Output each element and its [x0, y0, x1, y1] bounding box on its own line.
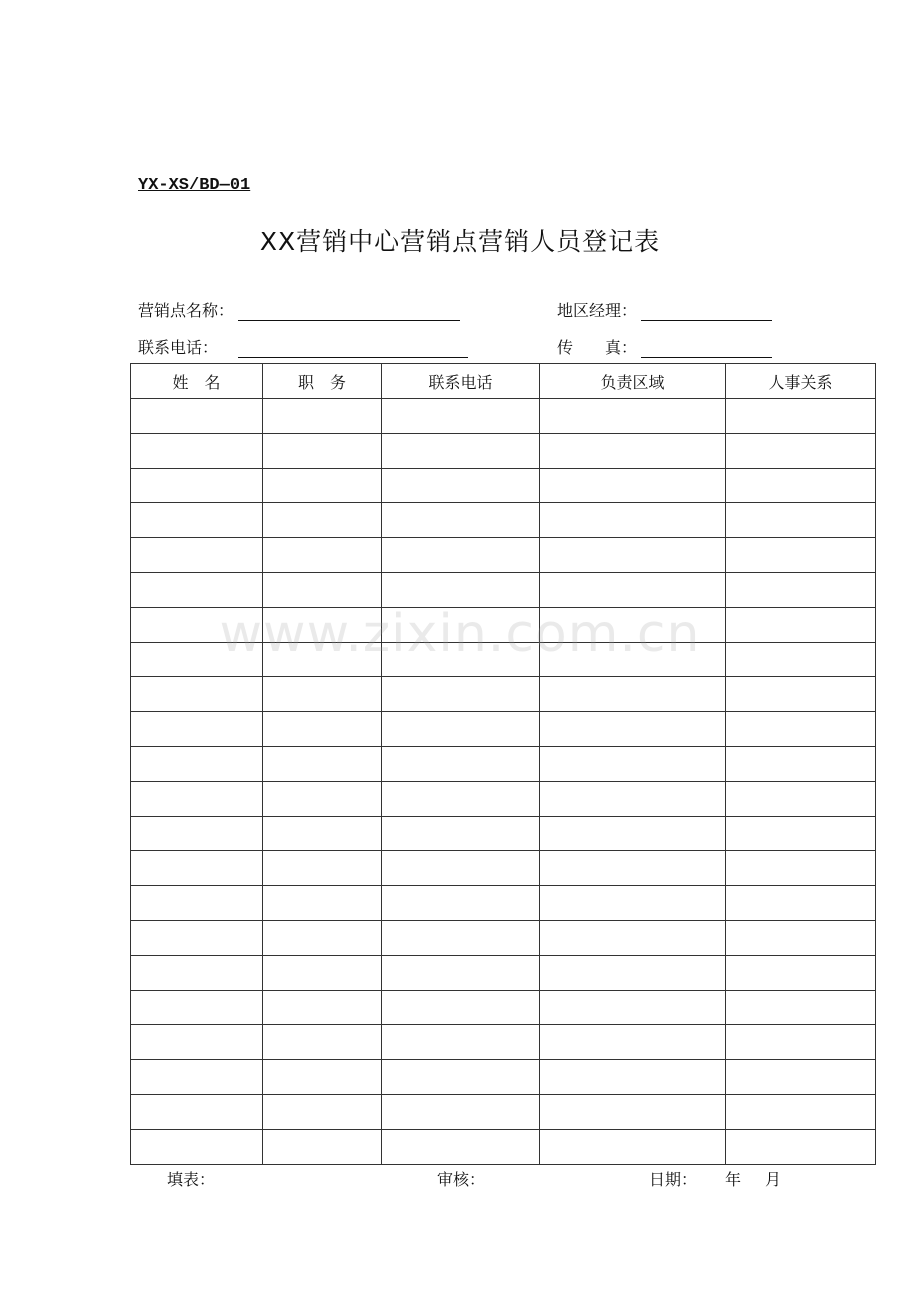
- table-cell[interactable]: [382, 1129, 540, 1164]
- table-cell[interactable]: [131, 746, 263, 781]
- table-cell[interactable]: [382, 781, 540, 816]
- outlet-name-field: [138, 298, 460, 321]
- table-row: [131, 1094, 876, 1129]
- table-cell[interactable]: [540, 1094, 726, 1129]
- outlet-name-label: 营销点名称：: [138, 301, 235, 320]
- header-position: 职 务: [263, 364, 382, 399]
- table-cell[interactable]: [540, 816, 726, 851]
- table-row: [131, 1060, 876, 1095]
- table-cell[interactable]: [131, 572, 263, 607]
- table-cell[interactable]: [382, 1094, 540, 1129]
- table-cell[interactable]: [263, 468, 382, 503]
- table-cell[interactable]: [131, 886, 263, 921]
- year-label: 年: [725, 1170, 742, 1189]
- table-cell[interactable]: [726, 572, 876, 607]
- table-cell[interactable]: [540, 990, 726, 1025]
- table-cell[interactable]: [263, 851, 382, 886]
- table-cell[interactable]: [263, 1129, 382, 1164]
- table-cell[interactable]: [726, 955, 876, 990]
- table-cell[interactable]: [382, 572, 540, 607]
- header-name: 姓 名: [131, 364, 263, 399]
- table-cell[interactable]: [263, 1060, 382, 1095]
- table-cell[interactable]: [131, 1025, 263, 1060]
- table-cell[interactable]: [131, 851, 263, 886]
- manager-label: 地区经理：: [557, 301, 638, 320]
- table-cell[interactable]: [726, 1025, 876, 1060]
- table-cell[interactable]: [540, 920, 726, 955]
- table-cell[interactable]: [131, 781, 263, 816]
- table-cell[interactable]: [726, 677, 876, 712]
- table-header-row: [131, 364, 876, 399]
- table-cell[interactable]: [131, 955, 263, 990]
- outlet-name-blank[interactable]: [238, 302, 460, 321]
- table-row: [131, 399, 876, 434]
- table-row: [131, 781, 876, 816]
- table-cell[interactable]: [263, 1094, 382, 1129]
- table-cell[interactable]: [131, 677, 263, 712]
- table-cell[interactable]: [726, 468, 876, 503]
- table-cell[interactable]: [382, 886, 540, 921]
- table-cell[interactable]: [540, 433, 726, 468]
- table-cell[interactable]: [382, 920, 540, 955]
- table-cell[interactable]: [540, 607, 726, 642]
- table-cell[interactable]: [540, 399, 726, 434]
- table-cell[interactable]: [131, 1094, 263, 1129]
- table-cell[interactable]: [131, 816, 263, 851]
- table-cell[interactable]: [263, 781, 382, 816]
- table-row: [131, 746, 876, 781]
- table-cell[interactable]: [540, 781, 726, 816]
- table-cell[interactable]: [540, 886, 726, 921]
- table-cell[interactable]: [382, 990, 540, 1025]
- table-cell[interactable]: [131, 433, 263, 468]
- table-cell[interactable]: [382, 642, 540, 677]
- table-cell[interactable]: [726, 399, 876, 434]
- table-row: [131, 677, 876, 712]
- table-cell[interactable]: [131, 607, 263, 642]
- table-cell[interactable]: [131, 920, 263, 955]
- table-cell[interactable]: [131, 712, 263, 747]
- table-cell[interactable]: [726, 1060, 876, 1095]
- table-cell[interactable]: [540, 712, 726, 747]
- table-cell[interactable]: [726, 433, 876, 468]
- phone-field: [138, 335, 468, 358]
- table-cell[interactable]: [263, 642, 382, 677]
- table-cell[interactable]: [726, 920, 876, 955]
- fax-blank[interactable]: [641, 339, 772, 358]
- table-cell[interactable]: [263, 712, 382, 747]
- table-cell[interactable]: [263, 433, 382, 468]
- manager-blank[interactable]: [641, 302, 772, 321]
- table-row: [131, 920, 876, 955]
- table-cell[interactable]: [382, 503, 540, 538]
- table-cell[interactable]: [726, 851, 876, 886]
- table-cell[interactable]: [540, 851, 726, 886]
- table-cell[interactable]: [382, 677, 540, 712]
- table-cell[interactable]: [540, 642, 726, 677]
- header-phone: 联系电话: [382, 364, 540, 399]
- table-row: [131, 816, 876, 851]
- table-cell[interactable]: [131, 503, 263, 538]
- table-cell[interactable]: [726, 1129, 876, 1164]
- table-cell[interactable]: [382, 851, 540, 886]
- table-cell[interactable]: [540, 955, 726, 990]
- table-cell[interactable]: [540, 538, 726, 573]
- table-cell[interactable]: [540, 677, 726, 712]
- table-row: [131, 851, 876, 886]
- table-cell[interactable]: [726, 886, 876, 921]
- page-title: XX营销中心营销点营销人员登记表: [259, 227, 661, 256]
- table-row: [131, 886, 876, 921]
- table-cell[interactable]: [726, 816, 876, 851]
- review-label: 审核：: [437, 1170, 486, 1189]
- table-row: [131, 503, 876, 538]
- table-cell[interactable]: [263, 886, 382, 921]
- table-cell[interactable]: [263, 399, 382, 434]
- table-cell[interactable]: [382, 816, 540, 851]
- table-cell[interactable]: [382, 1025, 540, 1060]
- table-row: [131, 1129, 876, 1164]
- table-cell[interactable]: [263, 677, 382, 712]
- table-cell[interactable]: [726, 503, 876, 538]
- table-cell[interactable]: [263, 538, 382, 573]
- table-cell[interactable]: [263, 503, 382, 538]
- fax-field: [557, 335, 772, 358]
- table-cell[interactable]: [382, 607, 540, 642]
- table-cell[interactable]: [263, 955, 382, 990]
- table-cell[interactable]: [382, 712, 540, 747]
- table-cell[interactable]: [382, 538, 540, 573]
- fill-label: 填表：: [167, 1170, 216, 1189]
- table-row: [131, 468, 876, 503]
- table-cell[interactable]: [263, 920, 382, 955]
- date-field: [649, 1167, 781, 1190]
- table-row: [131, 642, 876, 677]
- table-body: [131, 399, 876, 1165]
- table-row: [131, 712, 876, 747]
- table-cell[interactable]: [131, 538, 263, 573]
- table-row: [131, 572, 876, 607]
- table-cell[interactable]: [263, 816, 382, 851]
- header-region: 负责区域: [540, 364, 726, 399]
- table-cell[interactable]: [131, 468, 263, 503]
- table-cell[interactable]: [382, 468, 540, 503]
- table-cell[interactable]: [263, 990, 382, 1025]
- date-label: 日期：: [649, 1170, 698, 1189]
- table-cell[interactable]: [726, 990, 876, 1025]
- table-cell[interactable]: [726, 781, 876, 816]
- table-cell[interactable]: [263, 572, 382, 607]
- document-code: YX-XS/BD—01: [138, 176, 251, 195]
- table-cell[interactable]: [726, 642, 876, 677]
- month-label: 月: [765, 1170, 782, 1189]
- table-cell[interactable]: [726, 1094, 876, 1129]
- table-cell[interactable]: [382, 433, 540, 468]
- table-cell[interactable]: [382, 955, 540, 990]
- fax-label: 传 真：: [557, 338, 638, 357]
- table-cell[interactable]: [540, 572, 726, 607]
- table-cell[interactable]: [726, 538, 876, 573]
- table-cell[interactable]: [540, 503, 726, 538]
- header-personnel: 人事关系: [726, 364, 876, 399]
- table-cell[interactable]: [382, 399, 540, 434]
- table-cell[interactable]: [131, 990, 263, 1025]
- watermark: www.zixin.com.cn: [219, 604, 701, 664]
- table-cell[interactable]: [726, 607, 876, 642]
- manager-field: [557, 298, 772, 321]
- table-cell[interactable]: [131, 399, 263, 434]
- table-cell[interactable]: [726, 712, 876, 747]
- table-cell[interactable]: [540, 1129, 726, 1164]
- table-row: [131, 433, 876, 468]
- table-cell[interactable]: [540, 468, 726, 503]
- table-cell[interactable]: [263, 607, 382, 642]
- table-cell[interactable]: [382, 1060, 540, 1095]
- table-cell[interactable]: [263, 746, 382, 781]
- table-cell[interactable]: [263, 1025, 382, 1060]
- table-row: [131, 955, 876, 990]
- table-cell[interactable]: [540, 1060, 726, 1095]
- registration-table: [130, 363, 876, 1165]
- table-row: [131, 607, 876, 642]
- table-cell[interactable]: [382, 746, 540, 781]
- table-row: [131, 1025, 876, 1060]
- table-cell[interactable]: [131, 1060, 263, 1095]
- table-cell[interactable]: [540, 1025, 726, 1060]
- table-row: [131, 538, 876, 573]
- phone-blank[interactable]: [238, 339, 468, 358]
- table-cell[interactable]: [131, 642, 263, 677]
- table-cell[interactable]: [540, 746, 726, 781]
- table-cell[interactable]: [131, 1129, 263, 1164]
- table-row: [131, 990, 876, 1025]
- phone-label: 联系电话：: [138, 338, 219, 357]
- table-cell[interactable]: [726, 746, 876, 781]
